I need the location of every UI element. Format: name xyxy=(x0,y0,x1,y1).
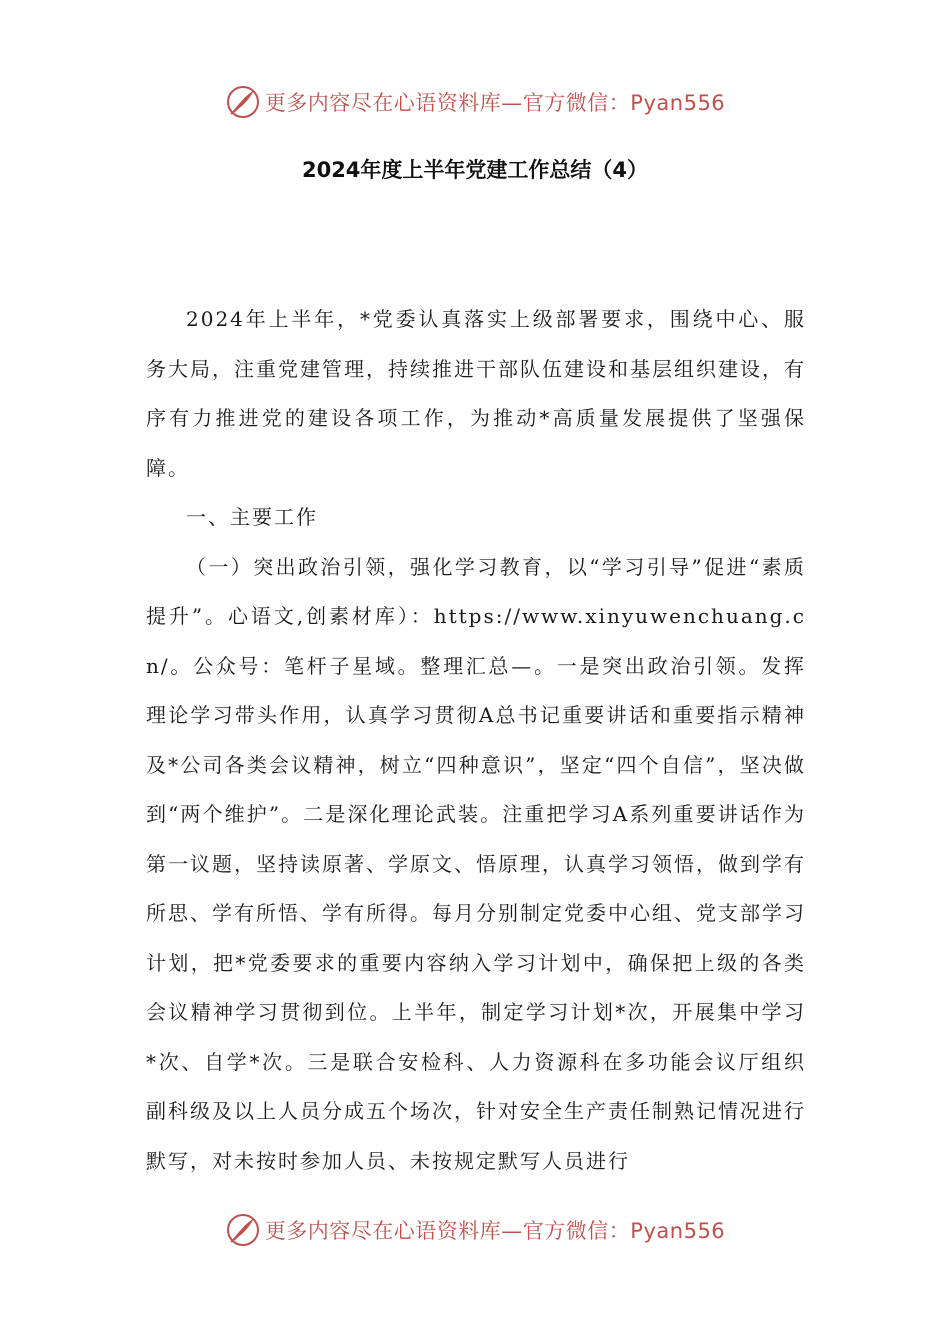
header-watermark xyxy=(0,82,950,122)
paragraph-intro: 2024年上半年，*党委认真落实上级部署要求，围绕中心、服务大局，注重党建管理，持续推进干部队伍建设和基层组织建设，有序有力推进党的建设各项工作，为推动*高质量发展提供了坚强保障。 xyxy=(146,307,806,480)
footer-watermark xyxy=(0,1210,950,1250)
document-title: 2024年度上半年党建工作总结（4） xyxy=(301,158,649,182)
paragraph-section-1: （一）突出政治引领，强化学习教育，以“学习引导”促进“素质提升”。心语文,创素材库）：https://www.xinyuwenchuang.cn/。公众号：笔杆子星域。整理汇总—。一是突出政治引领。发挥理论学习带头作用，认真学习贯彻A总书记重要讲话和重要指示精神及*公司各类会议精神，树立“四种意识”，坚定“四个自信”，坚决做到“两个维护”。二是深化理论武装。注重把学习A系列重要讲话作为第一议题，坚持读原著、学原文、悟原理，认真学习领悟，做到学有所思、学有所悟、学有所得。每月分别制定党委中心组、党支部学习计划，把*党委要求的重要内容纳入学习计划中，确保把上级的各类会议精神学习贯彻到位。上半年，制定学习计划*次，开展集中学习*次、自学*次。三是联合安检科、人力资源科在多功能会议厅组织副科级及以上人员分成五个场次，针对安全生产责任制熟记情况进行默写，对未按时参加人员、未按规定默写人员进行 xyxy=(146,554,806,1173)
quill-pen-seal-icon xyxy=(225,84,261,120)
quill-pen-seal-icon xyxy=(225,1212,261,1248)
header-banner-text: 更多内容尽在心语资料库—官方微信：Pyan556 xyxy=(264,91,726,115)
document-body xyxy=(146,295,806,1186)
footer-banner-text: 更多内容尽在心语资料库—官方微信：Pyan556 xyxy=(264,1219,726,1243)
section-heading: 一、主要工作 xyxy=(186,505,318,529)
